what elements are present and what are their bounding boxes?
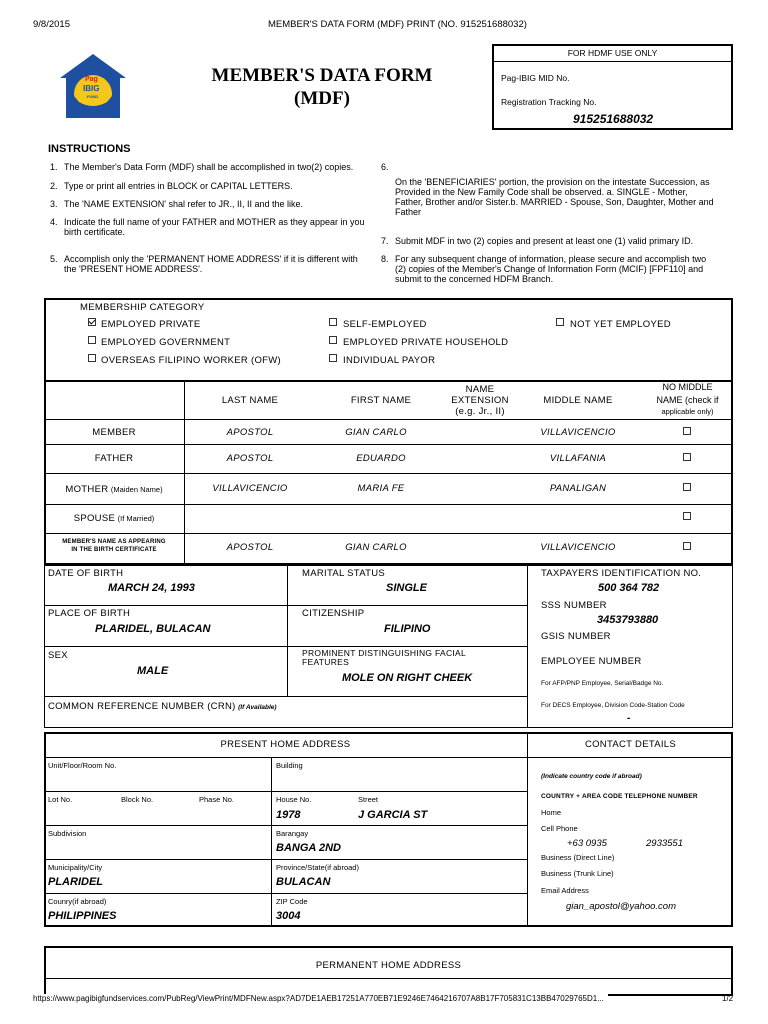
deped-value: - (627, 713, 631, 724)
father-first-name: EDUARDO (356, 453, 406, 464)
checkbox-individual-payor[interactable] (329, 354, 337, 362)
tin-label: TAXPAYERS IDENTIFICATION NO. (541, 568, 702, 579)
logo-text-2: IBIG (83, 84, 100, 93)
instr-1: 1. (50, 162, 58, 172)
birth-cert-label-2: IN THE BIRTH CERTIFICATE (71, 547, 157, 553)
checkbox-employed-private[interactable] (88, 318, 96, 326)
mother-last-name: VILLAVICENCIO (212, 483, 288, 494)
label-employed-household: EMPLOYED PRIVATE HOUSEHOLD (343, 337, 509, 348)
business-direct-label: Business (Direct Line) (541, 853, 615, 862)
row-label-member: MEMBER (92, 427, 136, 438)
member-first-name: GIAN CARLO (345, 427, 407, 438)
street-value: J GARCIA ST (358, 809, 428, 821)
instr-5: 5. (50, 254, 58, 264)
instr-7: 7. (381, 236, 389, 246)
father-middle-name: VILLAFANIA (549, 453, 607, 464)
features-label-1: PROMINENT DISTINGUISHING FACIAL (302, 648, 467, 658)
footer-url[interactable]: https://www.pagibigfundservices.com/PubReg/ViewPrint/MDFNew.aspx?AD7DE1AEB17251A770EB71E9246E7464216707A8B17F705831C13BB47029765D1... (33, 994, 608, 1003)
membership-heading: MEMBERSHIP CATEGORY (80, 302, 205, 313)
mother-middle-name: PANALIGAN (549, 483, 607, 494)
marital-value: SINGLE (386, 582, 427, 594)
contact-format: COUNTRY + AREA CODE TELEPHONE NUMBER (541, 793, 698, 800)
subdivision-label: Subdivision (48, 829, 87, 838)
zip-label: ZIP Code (276, 897, 308, 906)
checkbox-employed-household[interactable] (329, 336, 337, 344)
address-contact-box (44, 732, 733, 927)
cell-code: +63 0935 (567, 838, 607, 849)
gsis-label: GSIS NUMBER (541, 631, 611, 642)
label-employed-private: EMPLOYED PRIVATE (101, 319, 201, 330)
label-employed-government: EMPLOYED GOVERNMENT (101, 337, 231, 348)
instr-3: 3. (50, 199, 58, 209)
checkbox-no-middle-spouse[interactable] (683, 512, 691, 520)
sex-value: MALE (137, 665, 169, 677)
instr-3-text: The 'NAME EXTENSION' shal refer to JR., II, II and the like. (64, 199, 304, 209)
marital-label: MARITAL STATUS (302, 568, 386, 579)
tin-value: 500 364 782 (598, 582, 660, 594)
business-trunk-label: Business (Trunk Line) (541, 869, 614, 878)
birth-cert-label-1: MEMBER'S NAME AS APPEARING (62, 539, 166, 545)
country-label: Counry(if abroad) (48, 897, 107, 906)
cell-label: Cell Phone (541, 824, 578, 833)
header-name-extension (430, 384, 530, 417)
province-label: Province/State(if abroad) (276, 863, 359, 872)
email-label: Email Address (541, 886, 589, 895)
checkbox-no-middle-father[interactable] (683, 453, 691, 461)
instr-1-text: The Member's Data Form (MDF) shall be accomplished in two(2) copies. (64, 162, 354, 172)
building-label: Building (276, 761, 303, 770)
header-first-name: FIRST NAME (350, 395, 412, 406)
instr-8: 8. (381, 254, 389, 264)
permanent-address-box (44, 946, 733, 996)
print-title: MEMBER'S DATA FORM (MDF) PRINT (NO. 915251688032) (268, 19, 527, 30)
pagibig-logo (58, 52, 128, 120)
province-value: BULACAN (276, 876, 331, 888)
phase-label: Phase No. (199, 795, 235, 804)
lot-label: Lot No. (48, 795, 73, 804)
checkbox-self-employed[interactable] (329, 318, 337, 326)
header-nomid-1: NO MIDDLE (662, 382, 713, 392)
label-ofw: OVERSEAS FILIPINO WORKER (OFW) (101, 355, 282, 366)
pob-value: PLARIDEL, BULACAN (95, 623, 211, 635)
contact-note: (Indicate country code if abroad) (541, 773, 642, 780)
dob-label: DATE OF BIRTH (48, 568, 124, 579)
hdmf-header: FOR HDMF USE ONLY (567, 48, 658, 58)
row-label-birth-cert (44, 538, 184, 554)
instr-8-text: For any subsequent change of information, please secure and accomplish two (2) copies of the Member's Change of Information Form (MCIF) [FPF110] and submit to the concerned HDFM Branch. (395, 254, 707, 284)
checkbox-no-middle-member[interactable] (683, 427, 691, 435)
member-middle-name: VILLAVICENCIO (540, 427, 616, 438)
footer-page: 1/2 (722, 994, 734, 1003)
house-value: 1978 (276, 809, 301, 821)
features-label (302, 649, 466, 667)
municipality-label: Municipality/City (48, 863, 103, 872)
member-last-name: APOSTOL (226, 427, 274, 438)
rtn-value: 915251688032 (573, 112, 654, 126)
contact-details-header: CONTACT DETAILS (584, 739, 677, 750)
sss-value: 3453793880 (597, 614, 659, 626)
employee-number-label: EMPLOYEE NUMBER (541, 656, 642, 667)
bc-middle-name: VILLAVICENCIO (540, 542, 616, 553)
checkbox-no-middle-bc[interactable] (683, 542, 691, 550)
cell-number: 2933551 (646, 838, 683, 849)
sex-label: SEX (48, 650, 68, 661)
label-not-yet-employed: NOT YET EMPLOYED (570, 319, 671, 330)
instr-6-text: On the 'BENEFICIARIES' portion, the provision on the intestate Succession, as Provided in the New Family Code shall be observed. a. SINGLE - Mother, Father, Brother and/or Sister.b. MARRIED - Spouse, Son, Daughter, Mother and Father (395, 177, 714, 217)
bc-last-name: APOSTOL (226, 542, 274, 553)
label-individual-payor: INDIVIDUAL PAYOR (343, 355, 436, 366)
row-label-mother: MOTHER (Maiden Name) (65, 484, 163, 495)
hdmf-box (492, 44, 733, 130)
row-label-father: FATHER (94, 453, 134, 464)
rtn-label: Registration Tracking No. (501, 97, 597, 107)
crn-label: COMMON REFERENCE NUMBER (CRN) (If Available) (48, 701, 277, 712)
home-label: Home (541, 808, 562, 817)
instr-4-text: Indicate the full name of your FATHER and MOTHER as they appear in you birth certificate. (64, 217, 365, 237)
zip-value: 3004 (276, 910, 301, 922)
email-value: gian_apostol@yahoo.com (566, 901, 676, 912)
header-ext-3: (e.g. Jr., II) (455, 406, 505, 417)
features-value: MOLE ON RIGHT CHEEK (342, 672, 473, 684)
present-address-header: PRESENT HOME ADDRESS (220, 739, 351, 750)
house-label: House No. (276, 795, 312, 804)
instr-5-text: Accomplish only the 'PERMANENT HOME ADDRESS' if it is different with the 'PRESENT HOME ADDRESS'. (64, 254, 358, 274)
father-last-name: APOSTOL (226, 453, 274, 464)
logo-text-1: Pag (85, 76, 98, 83)
row-label-spouse: SPOUSE (If Married) (73, 513, 155, 524)
header-last-name: LAST NAME (221, 395, 279, 406)
instr-7-text: Submit MDF in two (2) copies and present at least one (1) valid primary ID. (395, 236, 694, 246)
checkbox-employed-government[interactable] (88, 336, 96, 344)
checkbox-not-yet-employed[interactable] (556, 318, 564, 326)
header-nomid-2: NAME (check if (656, 395, 719, 405)
checkbox-ofw[interactable] (88, 354, 96, 362)
unit-label: Unit/Floor/Room No. (48, 761, 117, 770)
citizenship-value: FILIPINO (384, 623, 431, 635)
print-date: 9/8/2015 (33, 19, 70, 30)
header-nomid-3: applicable only) (661, 407, 714, 416)
block-label: Block No. (121, 795, 154, 804)
mother-first-name: MARIA FE (357, 483, 405, 494)
barangay-value: BANGA 2ND (276, 842, 341, 854)
header-no-middle-name (640, 381, 735, 418)
sss-label: SSS NUMBER (541, 600, 607, 611)
pob-label: PLACE OF BIRTH (48, 608, 131, 619)
country-value: PHILIPPINES (48, 910, 117, 922)
mid-label: Pag-IBIG MID No. (501, 73, 570, 83)
permanent-address-header: PERMANENT HOME ADDRESS (315, 960, 462, 971)
deped-label: For DECS Employee, Division Code-Station Code (541, 702, 685, 709)
barangay-label: Barangay (276, 829, 309, 838)
header-ext-2: EXTENSION (451, 395, 509, 406)
logo-text-3: FUND (87, 94, 99, 99)
features-label-2: FEATURES (302, 657, 350, 667)
instr-2: 2. (50, 181, 58, 191)
form-title: MEMBER'S DATA FORM (MDF) (211, 65, 433, 109)
instr-4: 4. (50, 217, 58, 227)
dob-value: MARCH 24, 1993 (108, 582, 195, 594)
afp-label: For AFP/PNP Employee, Serial/Badge No. (541, 680, 664, 687)
citizenship-label: CITIZENSHIP (302, 608, 365, 619)
street-label: Street (358, 795, 379, 804)
bc-first-name: GIAN CARLO (345, 542, 407, 553)
header-middle-name: MIDDLE NAME (543, 395, 613, 406)
header-ext-1: NAME (465, 384, 495, 395)
municipality-value: PLARIDEL (48, 876, 103, 888)
checkbox-no-middle-mother[interactable] (683, 483, 691, 491)
instructions-heading: INSTRUCTIONS (48, 143, 131, 155)
label-self-employed: SELF-EMPLOYED (343, 319, 427, 330)
instr-2-text: Type or print all entries in BLOCK or CAPITAL LETTERS. (64, 181, 293, 191)
instr-6: 6. (381, 162, 389, 172)
